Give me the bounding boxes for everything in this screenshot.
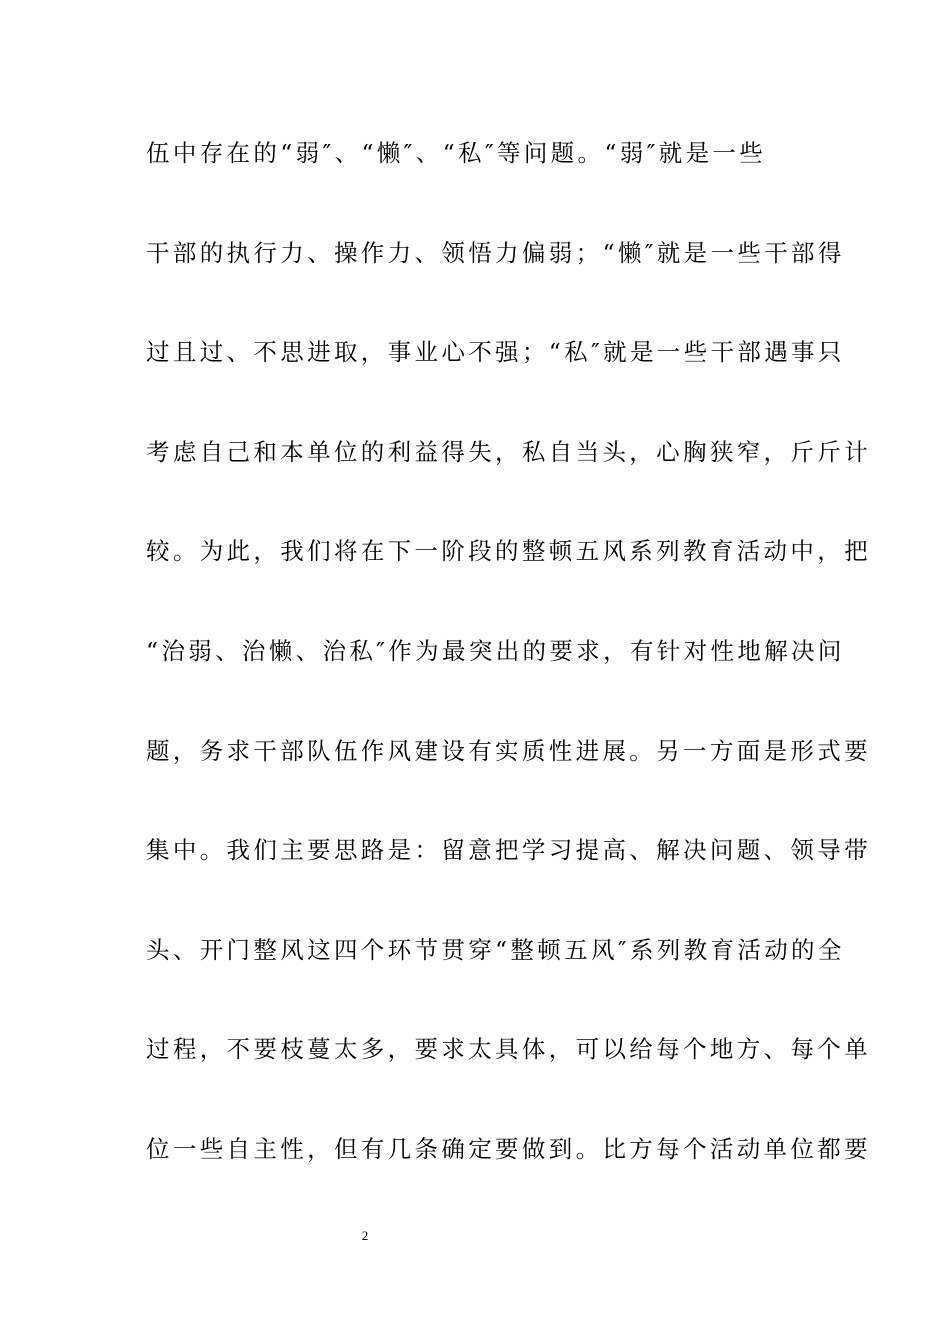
page-number: 2 bbox=[361, 1228, 369, 1243]
body-text bbox=[146, 130, 871, 1226]
text-line: 干部的执行力、操作力、领悟力偏弱；“懒″就是一些干部得 bbox=[146, 238, 845, 267]
text-line: 集中。我们主要思路是：留意把学习提高、解决问题、领导带 bbox=[146, 836, 871, 865]
text-line: 伍中存在的“弱″、“懒″、“私″等问题。“弱″就是一些 bbox=[146, 139, 767, 167]
text-line: 位一些自主性，但有几条确定要做到。比方每个活动单位都要 bbox=[146, 1134, 871, 1163]
text-line: 头、开门整风这四个环节贯穿“整顿五风″系列教育活动的全 bbox=[146, 935, 845, 964]
text-line: “治弱、治懒、治私″作为最突出的要求，有针对性地解决问 bbox=[146, 636, 845, 665]
text-line: 题，务求干部队伍作风建设有实质性进展。另一方面是形式要 bbox=[146, 736, 871, 765]
text-line: 过程，不要枝蔓太多，要求太具体，可以给每个地方、每个单 bbox=[146, 1035, 871, 1064]
text-line: 考虑自己和本单位的利益得失，私自当头，心胸狭窄，斤斤计 bbox=[146, 437, 871, 466]
text-line: 过且过、不思进取，事业心不强；“私″就是一些干部遇事只 bbox=[146, 338, 845, 367]
text-line: 较。为此，我们将在下一阶段的整顿五风系列教育活动中，把 bbox=[146, 537, 871, 566]
